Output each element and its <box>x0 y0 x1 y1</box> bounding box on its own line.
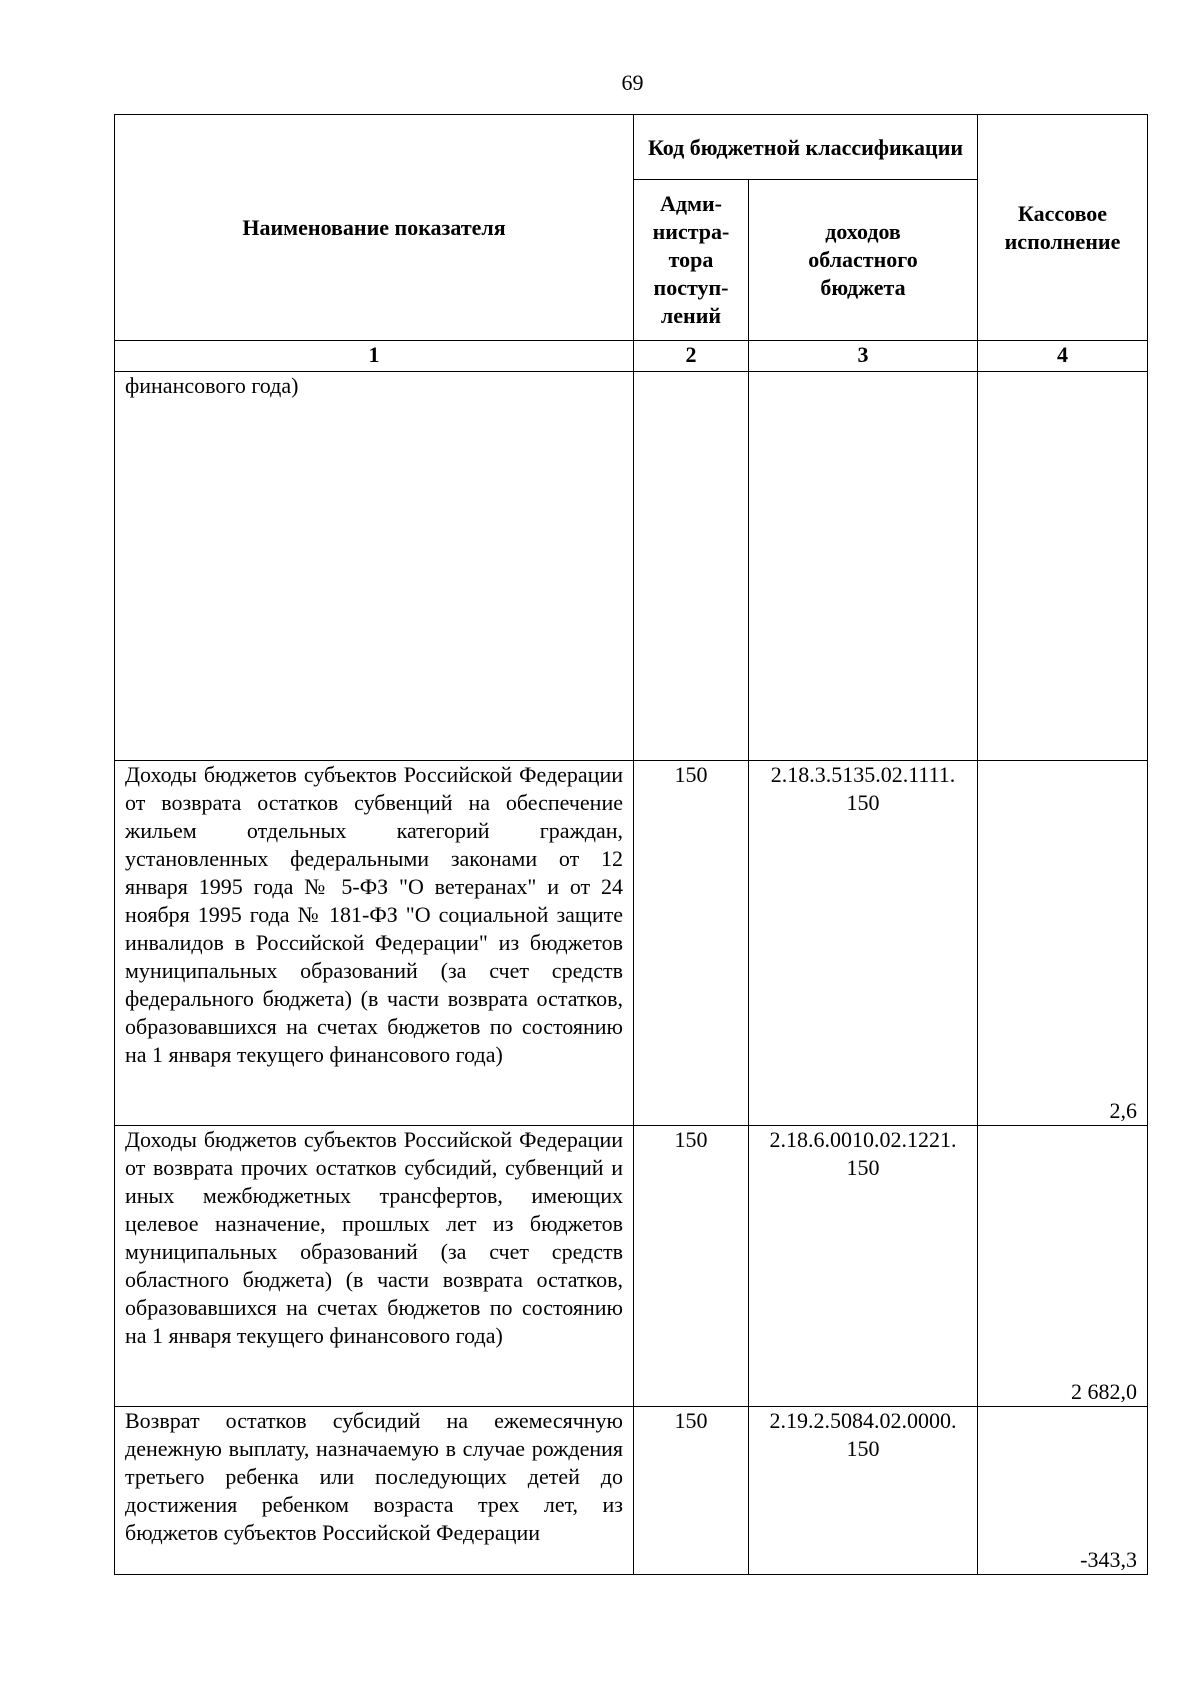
cash-execution-value <box>978 372 1148 761</box>
header-income-line: доходов <box>825 219 901 244</box>
income-code-line: 150 <box>846 1436 880 1461</box>
table-row <box>115 1407 1148 1575</box>
cash-execution-value: 2,6 <box>978 761 1148 1126</box>
header-admin-line: нистра- <box>652 219 730 244</box>
column-number: 2 <box>634 341 749 372</box>
income-code <box>749 372 978 761</box>
administrator-code <box>634 372 749 761</box>
header-administrator <box>634 180 749 341</box>
header-cash-line: исполнение <box>1004 228 1121 254</box>
page-number: 69 <box>621 70 644 95</box>
indicator-name: финансового года) <box>115 372 634 761</box>
column-number: 3 <box>749 341 978 372</box>
header-admin-line: тора <box>668 247 714 272</box>
administrator-code: 150 <box>634 761 749 1126</box>
header-name: Наименование показателя <box>115 115 634 341</box>
income-code-line: 2.18.3.5135.02.1111. <box>770 762 956 787</box>
header-cash-line: Кассовое <box>1017 200 1108 226</box>
header-budget-code-group: Код бюджетной классификации <box>634 115 978 180</box>
cash-execution-value: 2 682,0 <box>978 1126 1148 1407</box>
income-code <box>749 761 978 1126</box>
header-income-code <box>749 180 978 341</box>
income-code-line: 150 <box>846 790 880 815</box>
cash-execution-value: -343,3 <box>978 1407 1148 1575</box>
header-admin-line: Адми- <box>659 191 722 216</box>
budget-revenue-table <box>114 114 1148 1575</box>
income-code-line: 2.19.2.5084.02.0000. <box>769 1408 957 1433</box>
header-admin-line: поступ- <box>653 275 729 300</box>
table-row <box>115 372 1148 761</box>
header-income-line: бюджета <box>820 275 906 300</box>
table-row <box>115 1126 1148 1407</box>
indicator-name: Возврат остатков субсидий на ежемесячную денежную выплату, назначаемую в случае рождения третьего ребенка или последующих детей до достижения ребенком возраста трех лет, из бюджетов субъектов Российской Федерации <box>115 1407 634 1575</box>
administrator-code: 150 <box>634 1407 749 1575</box>
income-code <box>749 1126 978 1407</box>
header-cash-execution <box>978 115 1148 341</box>
header-admin-line: лений <box>660 303 722 328</box>
column-number: 1 <box>115 341 634 372</box>
table-row <box>115 761 1148 1126</box>
income-code-line: 150 <box>846 1155 880 1180</box>
indicator-name: Доходы бюджетов субъектов Российской Федерации от возврата прочих остатков субсидий, субвенций и иных межбюджетных трансфертов, имеющих целевое назначение, прошлых лет из бюджетов муниципальных образований (за счет средств областного бюджета) (в части возврата остатков, образовавшихся на счетах бюджетов по состоянию на 1 января текущего финансового года) <box>115 1126 634 1407</box>
column-number: 4 <box>978 341 1148 372</box>
income-code-line: 2.18.6.0010.02.1221. <box>769 1127 957 1152</box>
indicator-name: Доходы бюджетов субъектов Российской Федерации от возврата остатков субвенций на обеспечение жильем отдельных категорий граждан, установленных федеральными законами от 12 января 1995 года № 5-ФЗ "О ветеранах" и от 24 ноября 1995 года № 181-ФЗ "О социальной защите инвалидов в Российской Федерации" из бюджетов муниципальных образований (за счет средств федерального бюджета) (в части возврата остатков, образовавшихся на счетах бюджетов по состоянию на 1 января текущего финансового года) <box>115 761 634 1126</box>
income-code <box>749 1407 978 1575</box>
administrator-code: 150 <box>634 1126 749 1407</box>
header-income-line: областного <box>808 247 918 272</box>
